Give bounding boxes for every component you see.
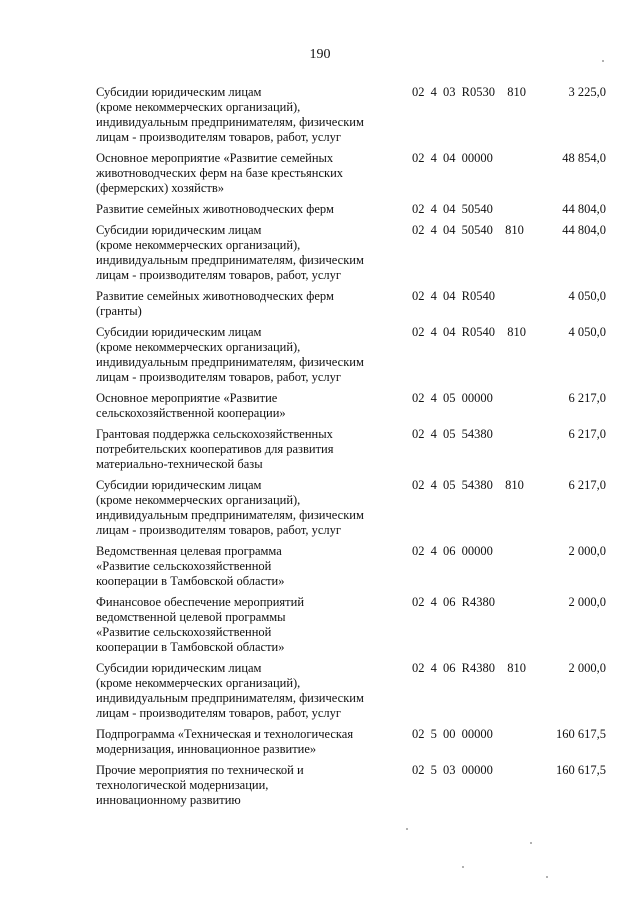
row-code: 02 4 04 R0540 810: [412, 325, 526, 339]
row-description: Субсидии юридическим лицам (кроме некоммерческих организаций), индивидуальным предпринимателям, физическим лицам - производителям товаров, работ, услуг: [96, 478, 364, 537]
scan-speck: [546, 876, 548, 878]
row-amount: 48 854,0: [562, 151, 606, 165]
row-code: 02 4 05 00000: [412, 391, 493, 405]
row-description: Развитие семейных животноводческих ферм: [96, 202, 334, 216]
table-row: [0, 289, 640, 319]
scan-speck: [602, 60, 604, 62]
table-row: [0, 391, 640, 421]
row-amount: 6 217,0: [568, 391, 606, 405]
budget-table: [0, 85, 640, 814]
row-code: 02 4 05 54380 810: [412, 478, 524, 492]
table-row: [0, 223, 640, 283]
row-description: Основное мероприятие «Развитие семейных животноводческих ферм на базе крестьянских (фермерских) хозяйств»: [96, 151, 344, 195]
row-code: 02 4 04 50540: [412, 202, 493, 216]
row-amount: 2 000,0: [568, 595, 606, 609]
row-amount: 2 000,0: [568, 544, 606, 558]
table-row: [0, 661, 640, 721]
row-amount: 44 804,0: [562, 223, 606, 237]
row-amount: 4 050,0: [568, 325, 606, 339]
row-amount: 160 617,5: [556, 763, 606, 777]
row-amount: 3 225,0: [568, 85, 606, 99]
row-code: 02 4 04 50540 810: [412, 223, 524, 237]
table-row: [0, 544, 640, 589]
row-description: Финансовое обеспечение мероприятий ведомственной целевой программы «Развитие сельскохозяйственной кооперации в Тамбовской области»: [96, 595, 305, 654]
row-description: Субсидии юридическим лицам (кроме некоммерческих организаций), индивидуальным предпринимателям, физическим лицам - производителям товаров, работ, услуг: [96, 85, 364, 144]
row-code: 02 4 04 R0540: [412, 289, 495, 303]
row-code: 02 5 03 00000: [412, 763, 493, 777]
row-description: Грантовая поддержка сельскохозяйственных потребительских кооперативов для развития материально-технической базы: [96, 427, 334, 471]
row-description: Субсидии юридическим лицам (кроме некоммерческих организаций), индивидуальным предпринимателям, физическим лицам - производителям товаров, работ, услуг: [96, 223, 364, 282]
row-amount: 6 217,0: [568, 427, 606, 441]
row-description: Прочие мероприятия по технической и технологической модернизации, инновационному развитию: [96, 763, 304, 807]
table-row: [0, 595, 640, 655]
row-code: 02 4 06 R4380 810: [412, 661, 526, 675]
row-code: 02 5 00 00000: [412, 727, 493, 741]
table-row: [0, 478, 640, 538]
row-amount: 6 217,0: [568, 478, 606, 492]
row-amount: 4 050,0: [568, 289, 606, 303]
table-row: [0, 85, 640, 145]
row-amount: 160 617,5: [556, 727, 606, 741]
page-number: 190: [309, 47, 331, 62]
table-row: [0, 325, 640, 385]
row-description: Основное мероприятие «Развитие сельскохозяйственной кооперации»: [96, 391, 286, 420]
table-row: [0, 727, 640, 757]
table-row: [0, 763, 640, 808]
scan-speck: [530, 842, 532, 844]
row-amount: 44 804,0: [562, 202, 606, 216]
row-description: Развитие семейных животноводческих ферм (гранты): [96, 289, 334, 318]
row-code: 02 4 03 R0530 810: [412, 85, 526, 99]
row-code: 02 4 06 00000: [412, 544, 493, 558]
table-row: [0, 427, 640, 472]
row-amount: 2 000,0: [568, 661, 606, 675]
table-row: [0, 151, 640, 196]
row-code: 02 4 04 00000: [412, 151, 493, 165]
row-description: Подпрограмма «Техническая и технологическая модернизация, инновационное развитие»: [96, 727, 354, 756]
scan-speck: [462, 866, 464, 868]
row-description: Ведомственная целевая программа «Развитие сельскохозяйственной кооперации в Тамбовской области»: [96, 544, 285, 588]
row-code: 02 4 05 54380: [412, 427, 493, 441]
row-code: 02 4 06 R4380: [412, 595, 495, 609]
scan-speck: [406, 828, 408, 830]
row-description: Субсидии юридическим лицам (кроме некоммерческих организаций), индивидуальным предпринимателям, физическим лицам - производителям товаров, работ, услуг: [96, 661, 364, 720]
table-row: [0, 202, 640, 217]
row-description: Субсидии юридическим лицам (кроме некоммерческих организаций), индивидуальным предпринимателям, физическим лицам - производителям товаров, работ, услуг: [96, 325, 364, 384]
